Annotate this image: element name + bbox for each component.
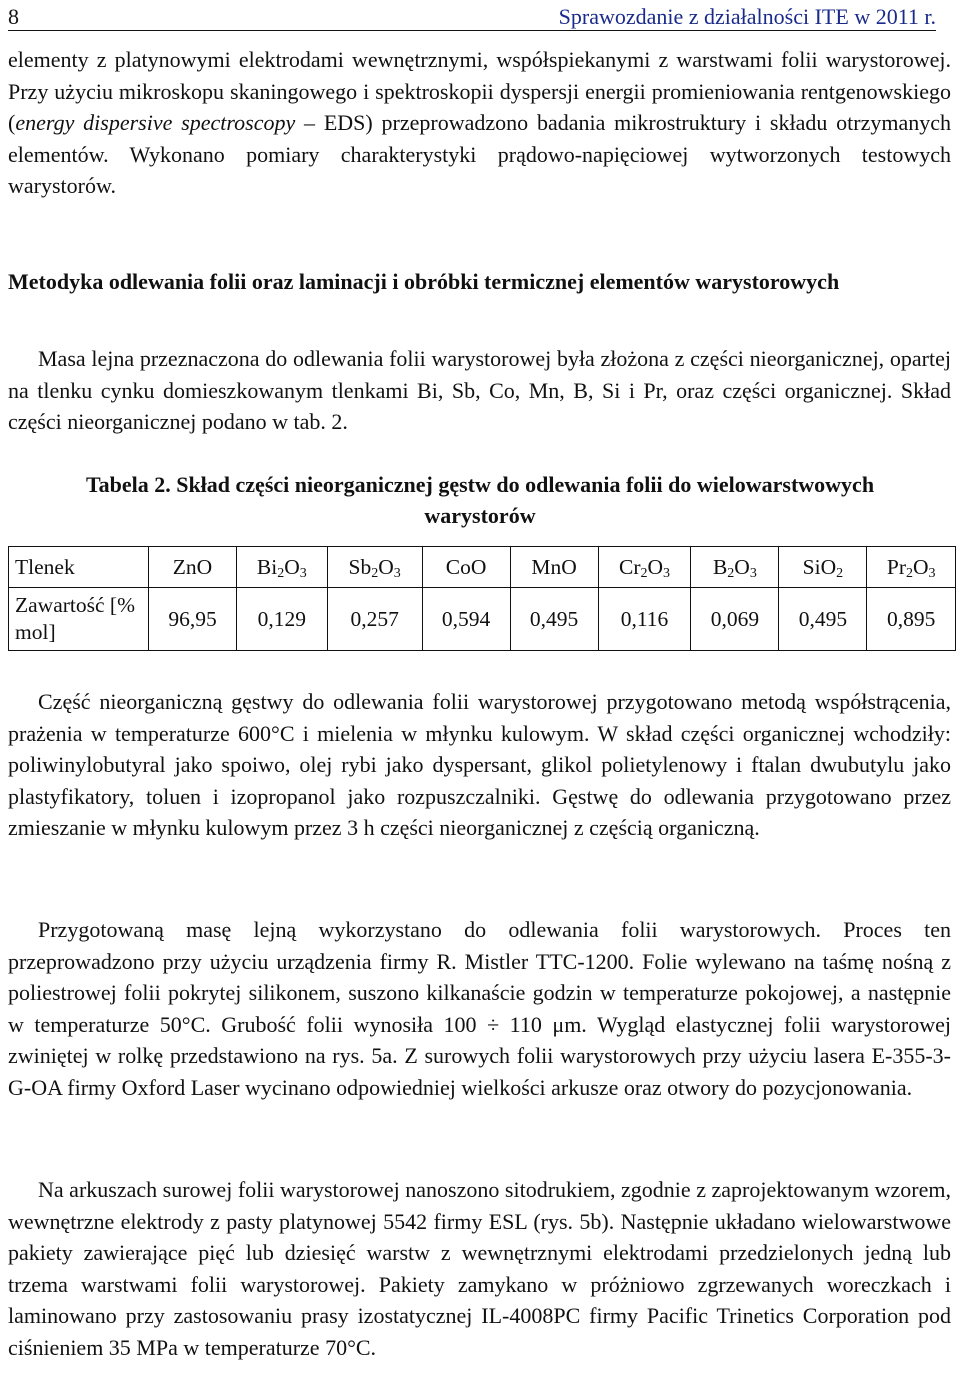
oxide-cell: $Cr_2O_3$ bbox=[598, 547, 691, 588]
oxide-cell: MnO bbox=[510, 547, 598, 588]
formula-subscript: 2 bbox=[277, 565, 285, 581]
value-cell: 0,895 bbox=[867, 588, 956, 651]
oxide-cell: $Sb_2O_3$ bbox=[327, 547, 422, 588]
running-title: Sprawozdanie z działalności ITE w 2011 r. bbox=[558, 4, 936, 29]
formula-subscript: 2 bbox=[371, 565, 379, 581]
formula-subscript: 2 bbox=[640, 565, 648, 581]
intro-italic-term: energy dispersive spectroscopy bbox=[15, 110, 296, 135]
value-cell: 0,069 bbox=[691, 588, 779, 651]
paragraph-preparation-text: Część nieorganiczną gęstwy do odlewania folii warystorowej przygotowano metodą współstrącenia, prażenia w temperaturze 600°C i mielenia w młynku kulowym. W skład części organicznej wchodziły: poliwinylobutyral jako spoiwo, olej rybi jako dyspersant, glikol polietylenowy i ftalan dwubutylu jako plastyfikatory, toluen i izopropanol jako rozpuszczalniki. Gęstwę do odlewania przygotowano przez zmieszanie w młynku kulowym przez 3 h części nieorganicznej z częścią organiczną. bbox=[8, 689, 951, 840]
table-row bbox=[9, 588, 956, 651]
row-label-content: Zawartość [% mol] bbox=[9, 588, 149, 651]
value-cell: 0,257 bbox=[327, 588, 422, 651]
oxide-cell: $Pr_2O_3$ bbox=[867, 547, 956, 588]
formula-subscript: 3 bbox=[928, 565, 936, 581]
value-cell: 0,495 bbox=[779, 588, 867, 651]
formula-subscript: 3 bbox=[663, 565, 671, 581]
formula-subscript: 3 bbox=[749, 565, 757, 581]
value-cell: 0,495 bbox=[510, 588, 598, 651]
section-heading: Metodyka odlewania folii oraz laminacji i obróbki termicznej elementów warystorowych bbox=[8, 269, 840, 294]
oxide-cell: CoO bbox=[422, 547, 510, 588]
formula-subscript: 2 bbox=[906, 565, 913, 581]
page-number: 8 bbox=[8, 4, 19, 29]
value-cell: 0,116 bbox=[598, 588, 691, 651]
paragraph-mass-composition-text: Masa lejna przeznaczona do odlewania folii warystorowej była złożona z części nieorganicznej, opartej na tlenku cynku domieszkowanym tlenkami Bi, Sb, Co, Mn, B, Si i Pr, oraz części organicznej. Skład części nieorganicznej podano w tab. 2. bbox=[8, 346, 951, 434]
formula-subscript: 3 bbox=[393, 565, 401, 581]
paragraph-casting-text: Przygotowaną masę lejną wykorzystano do odlewania folii warystorowych. Proces ten przeprowadzono przy użyciu urządzenia firmy R. Mistler TTC-1200. Folie wylewano na taśmę nośną z poliestrowej folii pokrytej silikonem, suszono kilkanaście godzin w temperaturze pokojowej, a następnie w temperaturze 50°C. Grubość folii wynosiła 100 ÷ 110 μm. Wygląd elastycznej folii warystorowej zwiniętej w rolkę przedstawiono na rys. 5a. Z surowych folii warystorowych przy użyciu lasera E-355-3-G-OA firmy Oxford Laser wycinano odpowiedniej wielkości arkusze oraz otwory do pozycjonowania. bbox=[8, 917, 951, 1100]
intro-paragraph bbox=[8, 44, 951, 202]
paragraph-mass-composition bbox=[8, 343, 951, 438]
row-label-oxide: Tlenek bbox=[9, 547, 149, 588]
oxide-cell: SiO$_2$ bbox=[779, 547, 867, 588]
table-row bbox=[9, 547, 956, 588]
intro-text-end: – EDS) przeprowadzono badania mikrostruktury i składu otrzymanych elementów. Wykonano pomiary charakterystyki prądowo-napięciowej wytworzonych testowych warystorów. bbox=[8, 110, 951, 198]
oxide-cell: $B_2O_3$ bbox=[691, 547, 779, 588]
formula-subscript: 2 bbox=[836, 565, 844, 581]
value-cell: 96,95 bbox=[149, 588, 237, 651]
paragraph-lamination-text: Na arkuszach surowej folii warystorowej nanoszono sitodrukiem, zgodnie z zaprojektowanym wzorem, wewnętrzne elektrody z pasty platynowej 5542 firmy ESL (rys. 5b). Następnie układano wielowarstwowe pakiety zawierające pięć lub dziesięć warstw z wewnętrznymi elektrodami przedzielonych jedną lub trzema warstwami folii warystorowej. Pakiety zamykano w próżniowo zgrzewanych woreczkach i laminowano przy zastosowaniu prasy izostatycznej IL-4008PC firmy Pacific Trinetics Corporation pod ciśnieniem 35 MPa w temperaturze 70°C. bbox=[8, 1177, 951, 1360]
composition-table bbox=[8, 546, 956, 651]
table-caption: Tabela 2. Skład części nieorganicznej gęstw do odlewania folii do wielowarstwowych warystorów bbox=[85, 472, 875, 528]
oxide-cell: ZnO bbox=[149, 547, 237, 588]
formula-subscript: 2 bbox=[727, 565, 735, 581]
formula-subscript: 3 bbox=[299, 565, 307, 581]
paragraph-lamination bbox=[8, 1174, 951, 1363]
intro-text-start: elementy z platynowymi elektrodami wewnętrznymi, współspiekanymi z warstwami folii warystorowej. Przy użyciu mikroskopu skaningowego i spektroskopii dyspersji energii promieniowania rentgenowskiego ( bbox=[8, 47, 951, 135]
paragraph-preparation bbox=[8, 686, 951, 844]
page-header bbox=[8, 4, 936, 31]
value-cell: 0,129 bbox=[237, 588, 328, 651]
paragraph-casting bbox=[8, 914, 951, 1103]
value-cell: 0,594 bbox=[422, 588, 510, 651]
oxide-cell: $Bi_2O_3$ bbox=[237, 547, 328, 588]
